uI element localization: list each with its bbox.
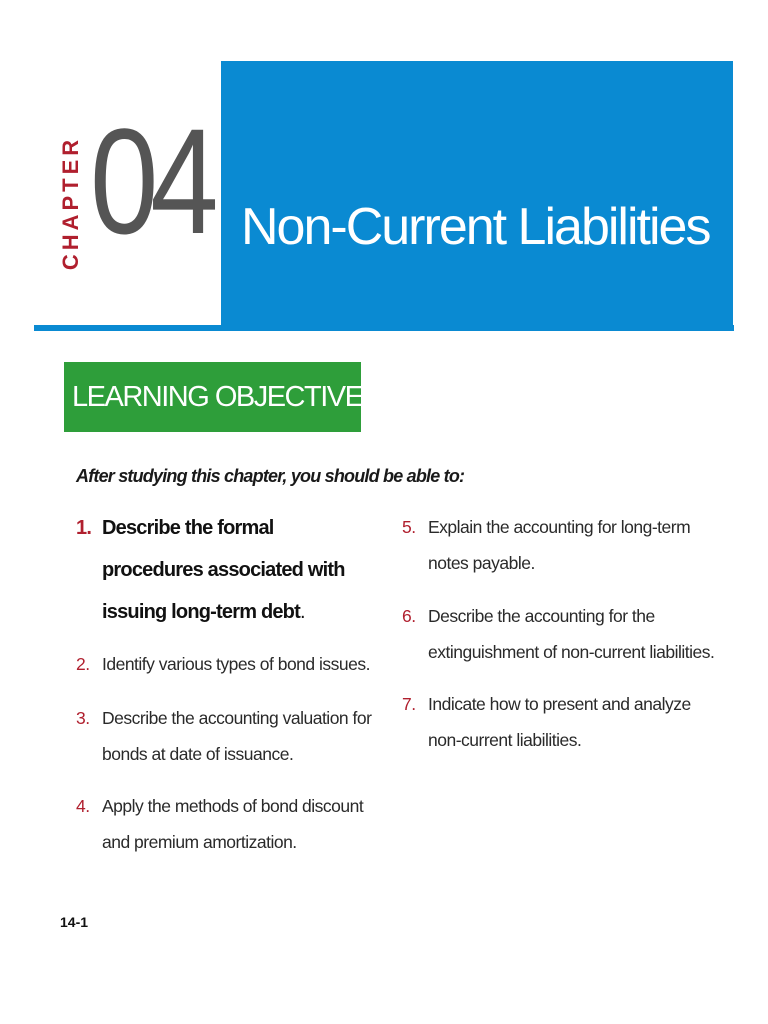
chapter-title: Non-Current Liabilities [241, 198, 710, 256]
chapter-number: 04 [90, 97, 211, 265]
objective-item [402, 598, 722, 670]
learning-objectives-banner [64, 362, 381, 432]
learning-objectives-heading: LEARNING OBJECTIVES [72, 380, 381, 413]
chapter-label [54, 120, 88, 285]
page-number: 14-1 [60, 914, 89, 930]
objective-text: Describe the accounting for the extinguishment of non-current liabilities. [428, 606, 715, 662]
objective-number: 5. [402, 517, 416, 537]
header-divider [34, 325, 734, 331]
objective-item [402, 686, 722, 758]
objective-number: 7. [402, 694, 416, 714]
objective-text: Identify various types of bond issues. [102, 654, 370, 674]
objective-item [76, 646, 376, 682]
objective-item [76, 507, 376, 633]
objective-text: Indicate how to present and analyze non-current liabilities. [428, 694, 691, 750]
objective-text: Describe the formal procedures associated with issuing long-term debt. [102, 517, 345, 623]
objective-item [76, 700, 376, 772]
title-band [221, 61, 733, 331]
objective-item [402, 509, 722, 581]
objective-text: Explain the accounting for long-term notes payable. [428, 517, 691, 573]
objectives-intro: After studying this chapter, you should be able to: [76, 466, 465, 486]
objective-text: Describe the accounting valuation for bonds at date of issuance. [102, 708, 372, 764]
objective-number: 4. [76, 796, 90, 816]
objective-number: 1. [76, 517, 92, 539]
objective-number: 2. [76, 654, 90, 674]
chapter-word: CHAPTER [58, 135, 83, 270]
objective-number: 3. [76, 708, 90, 728]
objective-item [76, 788, 376, 860]
objective-number: 6. [402, 606, 416, 626]
objective-text: Apply the methods of bond discount and premium amortization. [102, 796, 364, 852]
